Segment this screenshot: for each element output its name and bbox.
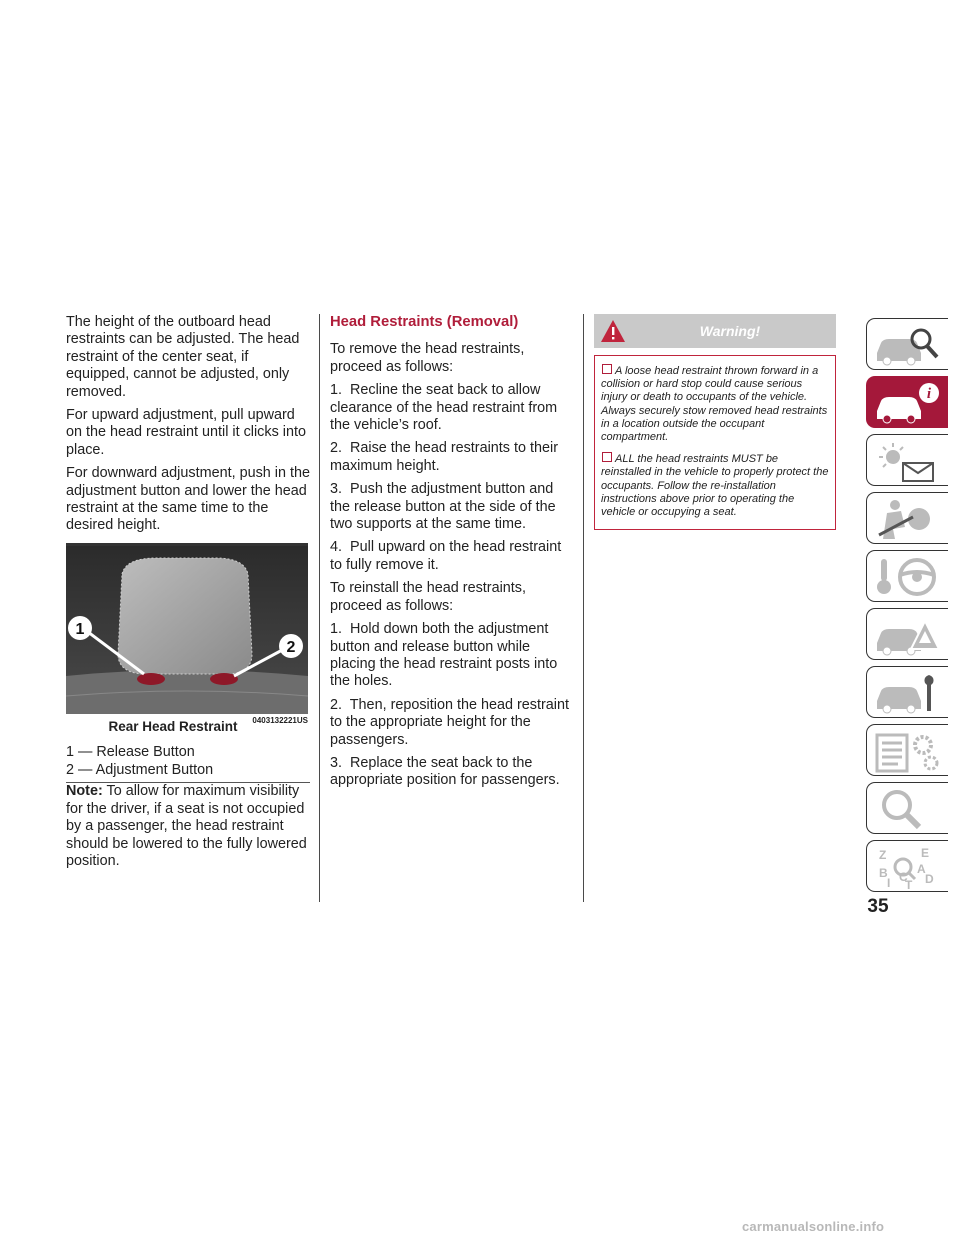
specifications-icon [873, 729, 943, 773]
tab-technical-specifications[interactable] [866, 724, 948, 776]
index-letters-icon [873, 845, 943, 889]
index-letter: D [925, 872, 934, 886]
tab-starting-operating[interactable] [866, 550, 948, 602]
svg-text:i: i [926, 386, 932, 402]
reinstall-step [330, 621, 570, 691]
figure-legend [66, 743, 310, 783]
step-number: 3. [330, 481, 343, 498]
step-text: Replace the seat back to the appropriate position for passengers. [330, 754, 560, 789]
chapter-tabs [866, 318, 948, 898]
footer-watermark[interactable]: carmanualsonline.info [742, 1219, 885, 1234]
note-text: To allow for maximum visibility for the driver, if a seat is not occupied by a passenger, the head restraint should be lowered to the fully lowered position. [66, 783, 307, 869]
step-text: Then, reposition the head restraint to the appropriate height for the passengers. [330, 696, 569, 748]
tab-safety[interactable] [866, 492, 948, 544]
section-heading: Head Restraints (Removal) [330, 314, 519, 330]
step-number: 1. [330, 621, 343, 638]
removal-step [330, 382, 570, 434]
removal-step [330, 539, 570, 574]
removal-step [330, 481, 570, 533]
warning-box [594, 355, 836, 530]
warning-title: Warning! [699, 323, 761, 339]
warning-text: A loose head restraint thrown forward in a collision or hard stop could cause serious injury or death to occupants of the vehicle. Always securely stow removed head restraints in a location outside the occupant compartment. [601, 365, 828, 444]
step-number: 1. [330, 382, 343, 399]
column-left [66, 314, 310, 876]
head-restraint-photo [66, 543, 308, 714]
index-letter: E [921, 846, 930, 860]
tab-index[interactable] [866, 840, 948, 892]
tab-search[interactable] [866, 782, 948, 834]
paragraph: The height of the outboard head restraints can be adjusted. The head restraint of the center seat, if equipped, cannot be adjusted, only removed. [66, 314, 300, 400]
warning-text: ALL the head restraints MUST be reinstalled in the vehicle to properly protect the occupants. Follow the re-installation instructions above prior to operating the vehicle or occupying a seat. [601, 453, 829, 519]
warning-item [601, 452, 829, 519]
car-search-icon [873, 323, 943, 367]
index-letter: I [887, 876, 891, 889]
step-text: Push the adjustment button and the release button at the side of the two supports at the same time. [330, 481, 556, 533]
index-letter: Z [879, 848, 887, 862]
step-text: Pull upward on the head restraint to fully remove it. [330, 539, 562, 573]
callout-2-label: 2 [286, 638, 296, 656]
search-icon [873, 787, 943, 831]
car-breakdown-icon [873, 613, 943, 657]
warning-header [594, 314, 836, 348]
warning-lights-icon [873, 439, 943, 483]
checkbox-bullet-icon [602, 364, 612, 374]
car-info-icon [873, 381, 943, 425]
index-letter: A [917, 862, 926, 876]
note-label: Note: [66, 783, 103, 800]
page-number: 35 [867, 896, 889, 917]
paragraph: For downward adjustment, push in the adjustment button and lower the head restraint at the same time to the desired height. [66, 465, 310, 534]
column-middle [330, 314, 570, 796]
paragraph: To reinstall the head restraints, proceed as follows: [330, 580, 526, 614]
step-number: 2. [330, 440, 343, 457]
tab-getting-to-know[interactable] [866, 318, 948, 370]
step-number: 2. [330, 696, 343, 713]
figure-code: 0403132221US [252, 715, 308, 725]
step-text: Raise the head restraints to their maximum height. [330, 440, 558, 474]
reinstall-step [330, 697, 570, 749]
legend-item: 2 — Adjustment Button [66, 762, 214, 779]
car-service-icon [873, 671, 943, 715]
figure-caption: Rear Head Restraint [108, 718, 238, 734]
index-letter: T [905, 878, 913, 889]
callout-1-label: 1 [75, 620, 85, 638]
index-letter: B [879, 866, 888, 880]
column-right [594, 314, 836, 530]
column-divider [583, 314, 584, 902]
tab-in-case-of-emergency[interactable] [866, 608, 948, 660]
steering-wheel-icon [873, 555, 943, 599]
column-divider [319, 314, 320, 902]
step-text: Hold down both the adjustment button and release button while placing the head restraint posts into the holes. [330, 621, 558, 690]
reinstall-step [330, 755, 570, 790]
paragraph: For upward adjustment, pull upward on the head restraint until it clicks into place. [66, 407, 306, 458]
paragraph: To remove the head restraints, proceed as follows: [330, 341, 525, 375]
removal-step [330, 440, 570, 475]
head-restraint-illustration [66, 546, 308, 714]
tab-servicing-maintenance[interactable] [866, 666, 948, 718]
legend-item: 1 — Release Button [66, 744, 195, 761]
warning-item [601, 364, 829, 444]
index-letter: C [899, 870, 908, 884]
tab-dashboard[interactable] [866, 434, 948, 486]
airbag-passenger-icon [873, 497, 943, 541]
checkbox-bullet-icon [602, 452, 612, 462]
tab-getting-to-know-vehicle[interactable] [866, 376, 948, 428]
step-text: Recline the seat back to allow clearance of the head restraint from the vehicle’s roof. [330, 382, 558, 434]
note [66, 783, 310, 870]
step-number: 4. [330, 539, 343, 556]
step-number: 3. [330, 754, 343, 771]
